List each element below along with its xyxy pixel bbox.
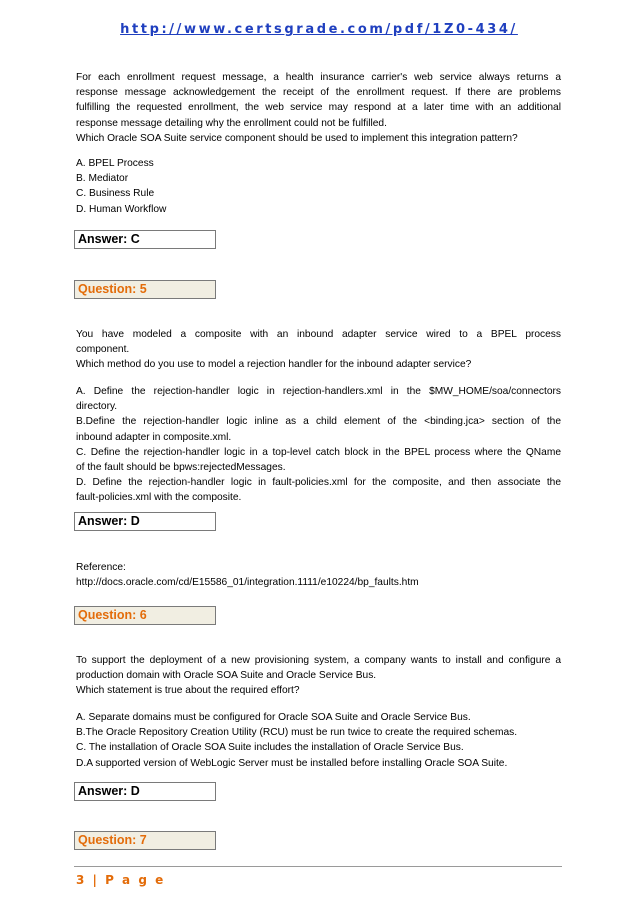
q5-reference (76, 560, 561, 590)
q4-option: A. BPEL Process (76, 158, 154, 169)
q4-stem-line: Which Oracle SOA Suite service component should be used to implement this integration pattern? (76, 132, 518, 144)
reference-label: Reference: (76, 562, 126, 573)
q4-stem (76, 70, 561, 146)
q6-stem-line: Which statement is true about the required effort? (76, 685, 300, 697)
q6-stem-line: production domain with Oracle SOA Suite and Oracle Service Bus. (76, 670, 377, 682)
q6-option: C. The installation of Oracle SOA Suite includes the installation of Oracle Service Bus. (76, 742, 464, 754)
q6-question-box: Question: 6 (74, 606, 216, 625)
q5-stem-line: component. (76, 344, 130, 356)
q4-option: D. Human Workflow (76, 203, 167, 215)
q5-option-line: B.Define the rejection-handler logic inline as a child element of the <binding.jca> section of the (76, 416, 561, 428)
q6-stem-line: To support the deployment of a new provisioning system, a company wants to install and configure a (76, 655, 561, 666)
q7-question-box: Question: 7 (74, 831, 216, 850)
q4-stem-line: fulfilling the requested enrollment, the web service may respond at a later time with an additional (76, 102, 561, 114)
q5-option-line: fault-policies.xml with the composite. (76, 492, 242, 504)
q5-stem (76, 327, 561, 373)
q6-option: D.A supported version of WebLogic Server must be installed before installing Oracle SOA Suite. (76, 757, 508, 769)
q5-question-box: Question: 5 (74, 280, 216, 299)
q4-option: C. Business Rule (76, 188, 155, 200)
q4-stem-line: response message acknowledgement the receipt of the enrollment request. If there are problems (76, 87, 561, 99)
q5-options (76, 384, 561, 506)
q5-option-line: D. Define the rejection-handler logic in fault-policies.xml for the composite, and then associate the (76, 477, 561, 489)
reference-url-link[interactable]: http://docs.oracle.com/cd/E15586_01/integration.1111/e10224/bp_faults.htm (76, 577, 419, 589)
q4-options (76, 156, 561, 217)
q6-option: A. Separate domains must be configured for Oracle SOA Suite and Oracle Service Bus. (76, 712, 471, 723)
q5-option-line: C. Define the rejection-handler logic in a top-level catch block in the BPEL process where the QName (76, 446, 561, 458)
q6-option: B.The Oracle Repository Creation Utility (RCU) must be run twice to create the required schemas. (76, 727, 518, 739)
q5-option-line: A. Define the rejection-handler logic in rejection-handlers.xml in the $MW_HOME/soa/connectors (76, 386, 561, 397)
q6-options (76, 710, 561, 771)
q5-option-line: directory. (76, 401, 118, 413)
page-number: 3 | P a g e (76, 873, 166, 887)
q5-stem-line: You have modeled a composite with an inbound adapter service wired to a BPEL process (76, 329, 561, 340)
q6-stem (76, 653, 561, 699)
q5-answer-box: Answer: D (74, 512, 216, 531)
q4-stem-line: For each enrollment request message, a health insurance carrier's web service always returns a (76, 72, 561, 83)
q5-option-line: of the fault should be bpws:rejectedMessages. (76, 462, 286, 474)
q5-stem-line: Which method do you use to model a rejection handler for the inbound adapter service? (76, 359, 472, 371)
header-url-link[interactable]: http://www.certsgrade.com/pdf/1Z0-434/ (120, 22, 518, 37)
q4-answer-box: Answer: C (74, 230, 216, 249)
q5-option-line: inbound adapter in composite.xml. (76, 431, 232, 443)
q4-option: B. Mediator (76, 173, 129, 185)
q6-answer-box: Answer: D (74, 782, 216, 801)
q4-stem-line: response message detailing why the enrollment could not be fulfilled. (76, 117, 387, 129)
footer-divider (74, 866, 562, 867)
